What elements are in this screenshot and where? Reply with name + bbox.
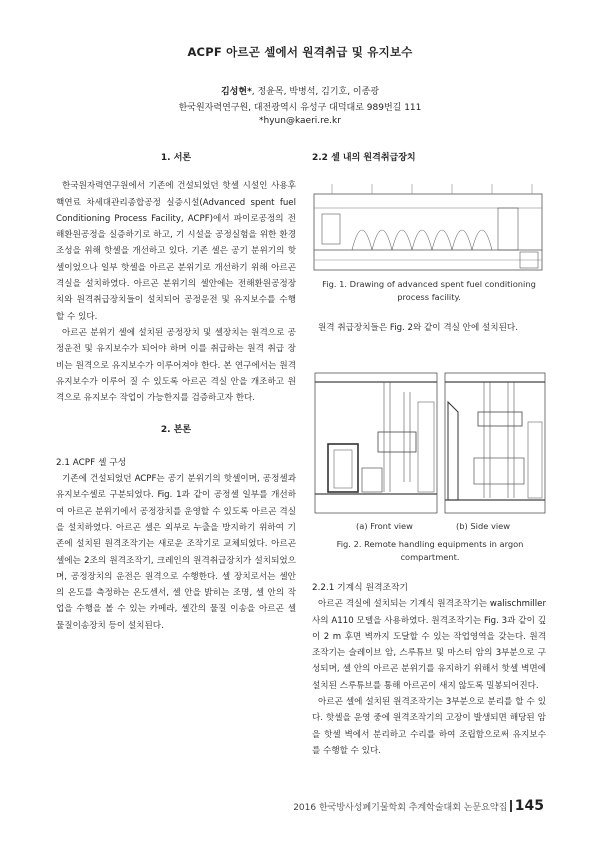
lead-author: 김성현 — [220, 87, 248, 97]
section-2-2-paragraph: 원격 취급장치들은 Fig. 2와 같이 격실 안에 설치된다. — [318, 323, 518, 333]
co-authors: , 정윤목, 박병석, 김기호, 이종광 — [251, 87, 380, 97]
page-footer — [293, 798, 544, 814]
section-2-1-heading: 2.1 ACPF 셀 구성 — [56, 457, 127, 468]
footer-divider — [510, 800, 512, 812]
figure-2a-label: (a) Front view — [356, 521, 413, 531]
section-2-2-1-block — [312, 580, 546, 759]
figure-1-drawing — [312, 180, 544, 274]
affiliation: 한국원자력연구원, 대전광역시 유성구 대덕대로 989번길 111 — [178, 103, 422, 113]
intro-paragraph-2: 아르곤 분위기 셀에 설치된 공정장치 및 셀장치는 원격으로 공정운전 및 유지보수가 되어야 하며 이를 취급하는 원격 취급 장비는 원격으로 유지보수가 이루어져야 한다. 본 연구에서는 원격 유지보수가 이루어 질 수 있도록 아르곤 격실 안을 개조하고 원격으로 유지보수 작업이 가능한지를 검증하고자 한다. — [56, 327, 296, 404]
figure-2-caption: Fig. 2. Remote handling equipments in argon compartment. — [336, 539, 524, 562]
intro-heading: 1. 서론 — [160, 153, 192, 163]
figure-2a-front-view — [314, 372, 438, 514]
figure-1-caption: Fig. 1. Drawing of advanced spent fuel conditioning process facility. — [322, 279, 536, 302]
section-2-2-heading-block — [312, 150, 546, 166]
left-column — [56, 150, 296, 634]
figure-2b-side-view — [444, 372, 546, 514]
section-2-2-1-heading: 2.2.1 기계식 원격조작기 — [312, 583, 408, 593]
section-2-2-body — [312, 320, 546, 336]
section-2-2-1-paragraph-2: 아르곤 셀에 설치된 원격조작기는 3부분으로 분리를 할 수 있다. 핫셀을 운영 중에 원격조작기의 고장이 발생되면 해당된 암을 핫셀 벽에서 분리하고 수리를 하여 조립함으로써 유지보수를 수행할 수 있다. — [312, 697, 546, 756]
page-number: 145 — [514, 798, 544, 814]
paper-title: ACPF 아르곤 셀에서 원격취급 및 유지보수 — [187, 45, 413, 59]
author-list — [0, 84, 600, 97]
body-heading: 2. 본론 — [160, 425, 192, 436]
intro-paragraph-1: 한국원자력연구원에서 기존에 건설되었던 핫셀 시설인 사용후핵연료 차세대관리종합공정 실증시설(Advanced spent fuel Conditioning Process Facility, ACPF)에서 파이로공정의 전해환원공정을 실증하기로 하고, 기 시설을 공정실험을 위한 환경조성을 위해 핫셀을 개선하고 있다. 기존 셀은 공기 분위기의 핫셀이었으나 일부 핫셀을 아르곤 분위기로 개선하기 위해 아르곤 격실을 설치하였다. 아르곤 분위기의 셀안에는 전해환원공정장치와 원격취급장치들이 설치되어 공정운전 및 유지보수를 수행할 수 있다. — [56, 181, 296, 322]
footer-text: 2016 한국방사성폐기물학회 추계학술대회 논문요약집 — [293, 803, 508, 813]
corresponding-mark: * — [247, 87, 252, 97]
email: *hyun@kaeri.re.kr — [259, 116, 341, 126]
figure-2b-label: (b) Side view — [456, 521, 511, 531]
section-2-1-paragraph: 기존에 건설되었던 ACPF는 공기 분위기의 핫셀이며, 공정셀과 유지보수셀로 구분되었다. Fig. 1과 같이 공정셀 일부를 개선하여 아르곤 분위기에서 공정장치를 운영할 수 있도록 아르곤 격실을 설치하였다. 아르곤 셀은 외부로 누출을 방지하기 위하여 기존에 설치된 원격조작기는 새로운 조작기로 교체되었다. 아르곤 셀에는 2조의 원격조작기, 크레인의 원격취급장치가 설치되었으며, 공정장치의 운전은 원격으로 수행한다. 셀 장치로서는 셀안의 온도를 측정하는 온도센서, 셀 안을 밝히는 조명, 셀 안의 작업을 수행을 볼 수 있는 카메라, 셀간의 물질 이송을 아르곤 셀 물질이송장치 등이 설치된다. — [56, 474, 296, 631]
section-2-2-1-paragraph-1: 아르곤 격실에 설치되는 기계식 원격조작기는 walischmiller 사의 A110 모델을 사용하였다. 원격조작기는 Fig. 3과 같이 깊이 2 m 후면 벽까지 도달할 수 있는 작업영역을 갖는다. 원격조작기는 슬레이브 암, 스루튜브 및 마스터 암의 3부분으로 구성되며, 셀 안의 아르곤 분위기를 유지하기 위해서 핫셀 벽면에 설치된 스루튜브를 통해 아르곤이 새지 않도록 밀봉되어진다. — [312, 599, 546, 691]
section-2-2-heading: 2.2 셀 내의 원격취급장치 — [312, 153, 416, 163]
